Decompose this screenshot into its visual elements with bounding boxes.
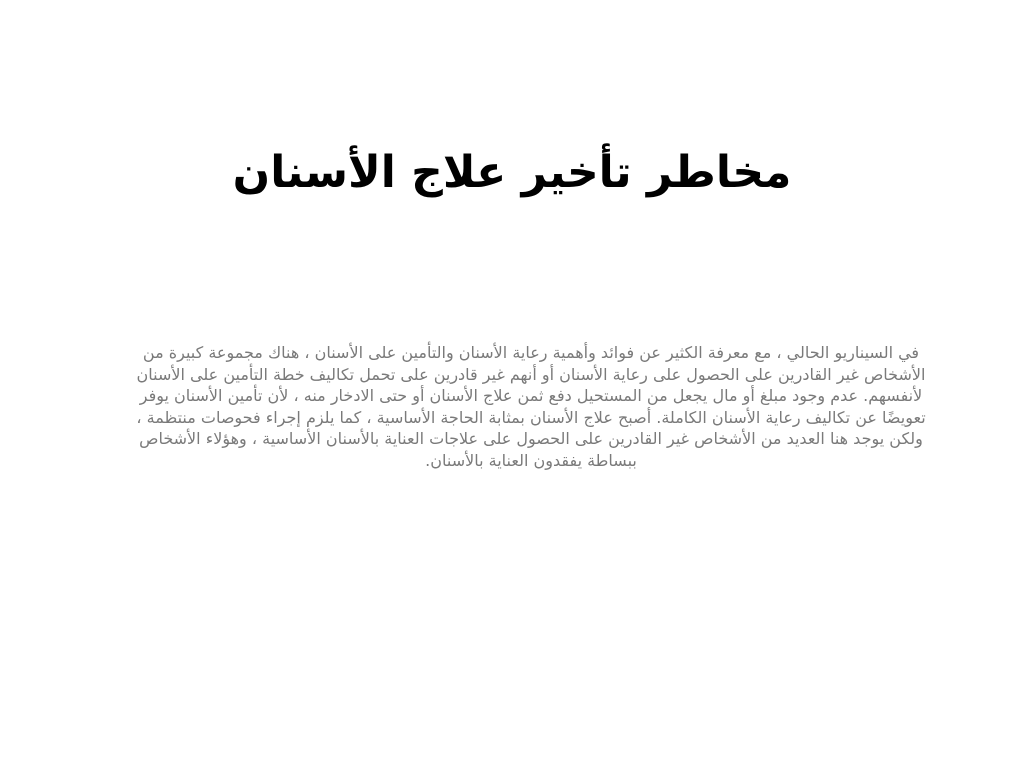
slide-title: مخاطر تأخير علاج الأسنان bbox=[232, 147, 792, 198]
slide-body-paragraph: في السيناريو الحالي ، مع معرفة الكثير عن فوائد وأهمية رعاية الأسنان والتأمين على الأسنان ، هناك مجموعة كبيرة من الأشخاص غير القادرين على الحصول على رعاية الأسنان أو أنهم غير قادرين على تحمل تكاليف خطة التأمين على الأسنان لأنفسهم. عدم وجود مبلغ أو مال يجعل من المستحيل دفع ثمن علاج الأسنان أو حتى الادخار منه ، لأن تأمين الأسنان يوفر تعويضًا عن تكاليف رعاية الأسنان الكاملة. أصبح علاج الأسنان بمثابة الحاجة الأساسية ، كما يلزم إجراء فحوصات منتظمة ، ولكن يوجد هنا العديد من الأشخاص غير القادرين على الحصول على علاجات العناية بالأسنان الأساسية ، وهؤلاء الأشخاص ببساطة يفقدون العناية بالأسنان. bbox=[136, 343, 926, 470]
